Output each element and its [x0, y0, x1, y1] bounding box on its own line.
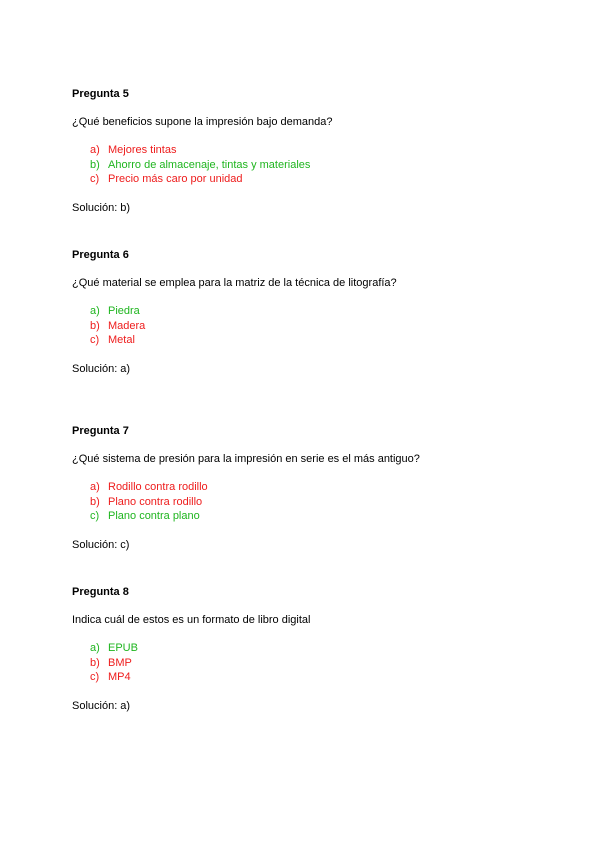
option-list [72, 641, 552, 685]
option-text: EPUB [108, 642, 138, 654]
option-item [90, 172, 552, 187]
option-text: Metal [108, 334, 135, 346]
question-block [72, 585, 552, 713]
option-letter: c) [90, 173, 100, 185]
option-text: Ahorro de almacenaje, tintas y materiales [108, 158, 311, 171]
option-item [90, 670, 552, 685]
option-text: Madera [108, 319, 146, 332]
option-letter: b) [90, 495, 100, 508]
option-letter: b) [90, 656, 100, 669]
solution-text: Solución: a) [72, 699, 131, 712]
option-item [90, 143, 552, 158]
option-text: Plano contra rodillo [108, 495, 203, 508]
option-item-correct [90, 304, 552, 319]
option-letter: a) [90, 305, 100, 317]
option-item [90, 333, 552, 348]
question-text: Indica cuál de estos es un formato de libro digital [72, 614, 311, 626]
solution-text: Solución: c) [72, 538, 130, 551]
solution-text: Solución: a) [72, 362, 131, 375]
question-title: Pregunta 6 [72, 249, 129, 261]
question-text: ¿Qué material se emplea para la matriz de la técnica de litografía? [72, 277, 397, 289]
option-text: Precio más caro por unidad [108, 173, 243, 185]
question-block [72, 87, 552, 215]
question-block [72, 424, 552, 552]
option-item-correct [90, 158, 552, 173]
option-text: Plano contra plano [108, 510, 200, 522]
option-text: Mejores tintas [108, 144, 177, 156]
question-title: Pregunta 8 [72, 586, 129, 598]
option-letter: b) [90, 319, 100, 332]
option-item [90, 480, 552, 495]
option-item-correct [90, 509, 552, 524]
option-text: BMP [108, 656, 132, 669]
question-title: Pregunta 5 [72, 88, 129, 100]
option-letter: c) [90, 510, 100, 522]
solution-text: Solución: b) [72, 201, 131, 214]
option-letter: a) [90, 642, 100, 654]
option-text: Rodillo contra rodillo [108, 481, 208, 493]
option-list [72, 143, 552, 187]
question-title: Pregunta 7 [72, 425, 129, 437]
question-text: ¿Qué beneficios supone la impresión bajo demanda? [72, 116, 333, 128]
option-letter: a) [90, 144, 100, 156]
option-text: MP4 [108, 671, 131, 683]
option-item [90, 319, 552, 334]
option-letter: b) [90, 158, 100, 171]
option-letter: c) [90, 334, 100, 346]
option-letter: a) [90, 481, 100, 493]
option-list [72, 304, 552, 348]
option-item [90, 495, 552, 510]
option-item-correct [90, 641, 552, 656]
option-text: Piedra [108, 305, 140, 317]
option-letter: c) [90, 671, 100, 683]
question-text: ¿Qué sistema de presión para la impresión en serie es el más antiguo? [72, 453, 420, 465]
question-block [72, 248, 552, 376]
option-item [90, 656, 552, 671]
option-list [72, 480, 552, 524]
